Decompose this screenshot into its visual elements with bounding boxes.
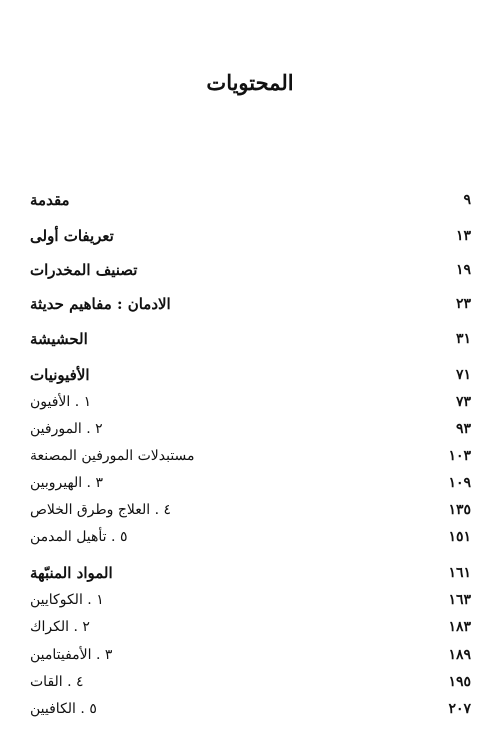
toc-entry-title: ١ . الأفيون <box>30 394 92 410</box>
toc-entry-title: ٤ . القات <box>30 674 84 690</box>
toc-entry-title: مقدمة <box>30 191 70 209</box>
toc-entry-title: ٢ . الكراك <box>30 619 90 635</box>
toc-entry <box>30 187 471 213</box>
toc-entry-title: ٣ . الهيروبين <box>30 475 103 491</box>
toc-entry-page-number: ١٩ <box>455 262 471 278</box>
toc-entry-title: تصنيف المخدرات <box>30 261 138 279</box>
toc-entry <box>30 416 471 442</box>
toc-entry-page-number: ٧١ <box>455 367 471 383</box>
toc-entry-page-number: ٩ <box>463 192 471 208</box>
page-title: المحتويات <box>206 70 294 95</box>
toc-entry <box>30 642 471 668</box>
toc-entry-page-number: ١٣ <box>455 228 471 244</box>
toc-entry <box>30 560 471 586</box>
toc-entry <box>30 696 471 722</box>
toc-entry <box>30 587 471 613</box>
toc-entry-title: ٤ . العلاج وطرق الخلاص <box>30 502 172 518</box>
toc-entry-title: الادمان : مفاهيم حديثة <box>30 295 171 313</box>
toc-entry-page-number: ٢٠٧ <box>448 701 471 717</box>
toc-entry <box>30 291 471 317</box>
toc-entry-page-number: ١٣٥ <box>448 502 471 518</box>
toc-entry-title: ٥ . تأهيل المدمن <box>30 529 128 545</box>
toc-entry-title: ٢ . المورفين <box>30 421 103 437</box>
toc-entry <box>30 524 471 550</box>
toc-entry-page-number: ٧٣ <box>455 394 471 410</box>
toc-entry-page-number: ١٥١ <box>448 529 471 545</box>
toc-entry-page-number: ٣١ <box>455 331 471 347</box>
toc-entry <box>30 257 471 283</box>
toc-entry <box>30 389 471 415</box>
toc-entry-page-number: ٢٣ <box>455 296 471 312</box>
toc-entry-title: تعريفات أولى <box>30 227 114 245</box>
toc-entry-title: المواد المنبّهة <box>30 564 113 582</box>
toc-entry <box>30 443 471 469</box>
toc-entry-page-number: ١٩٥ <box>448 674 471 690</box>
toc-entry-page-number: ١٨٣ <box>448 619 471 635</box>
toc-entry <box>30 223 471 249</box>
toc-entry <box>30 326 471 352</box>
toc-entry-title: ٣ . الأمفيتامين <box>30 647 113 663</box>
toc-entry-page-number: ٩٣ <box>455 421 471 437</box>
toc-entry-title: ١ . الكوكايين <box>30 592 104 608</box>
toc-entry <box>30 497 471 523</box>
toc-entry <box>30 669 471 695</box>
toc-entry-page-number: ١٠٣ <box>448 448 471 464</box>
toc-entry <box>30 362 471 388</box>
toc-entry-page-number: ١٠٩ <box>448 475 471 491</box>
toc-entry <box>30 614 471 640</box>
toc-entry-title: ٥ . الكافيين <box>30 701 97 717</box>
toc-entry-title: مستبدلات المورفين المصنعة <box>30 448 195 464</box>
toc-entry-page-number: ١٨٩ <box>448 647 471 663</box>
toc-entry-page-number: ١٦١ <box>448 565 471 581</box>
toc-entry-title: الأفيونيات <box>30 366 90 384</box>
toc-entry-title: الحشيشة <box>30 330 88 348</box>
toc-entry-page-number: ١٦٣ <box>448 592 471 608</box>
toc-entry <box>30 470 471 496</box>
